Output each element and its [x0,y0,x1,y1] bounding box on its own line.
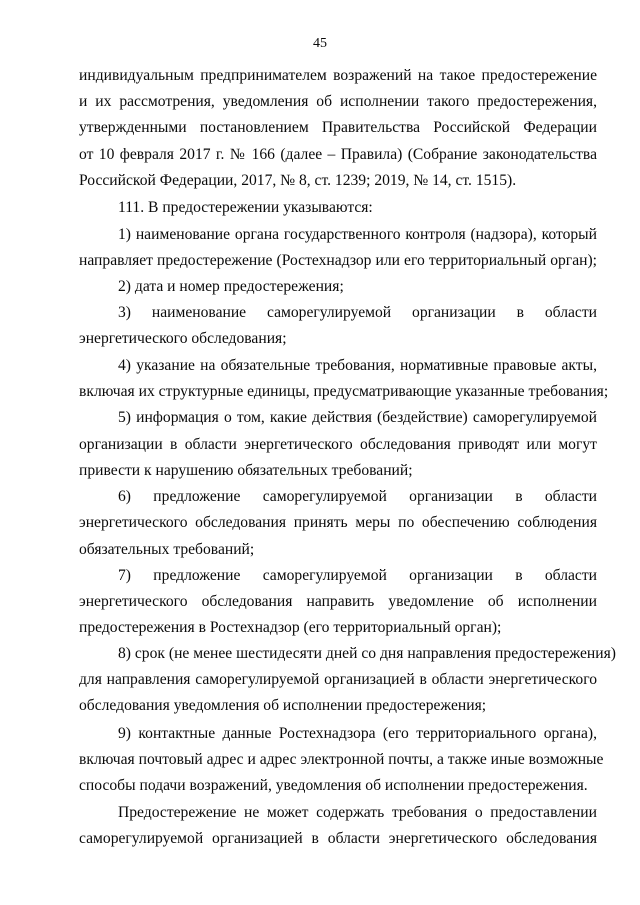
text-line: 4) указание на обязательные требования, нормативные правовые акты, [118,357,597,374]
text-line: способы подачи возражений, уведомления об исполнении предостережения. [79,777,588,794]
text-line: привести к нарушению обязательных требований; [79,462,413,479]
text-line: для направления саморегулируемой организацией в области энергетического [79,671,597,688]
text-line: утвержденными постановлением Правительства Российской Федерации [79,119,597,136]
text-line: индивидуальным предпринимателем возражений на такое предостережение [79,67,597,84]
text-line: Российской Федерации, 2017, № 8, ст. 1239; 2019, № 14, ст. 1515). [79,172,517,189]
text-line: энергетического обследования принять меры по обеспечению соблюдения [79,514,597,531]
text-line: саморегулируемой организацией в области энергетического обследования [79,830,597,847]
text-line: предостережения в Ростехнадзор (его территориальный орган); [79,619,502,636]
text-line: направляет предостережение (Ростехнадзор или его территориальный орган); [79,252,597,269]
text-line: 2) дата и номер предостережения; [118,278,344,295]
text-line: и их рассмотрения, уведомления об исполнении такого предостережения, [79,93,597,110]
text-line: 6) предложение саморегулируемой организации в области [118,488,597,505]
text-line: от 10 февраля 2017 г. № 166 (далее – Правила) (Собрание законодательства [79,146,597,163]
text-line: обязательных требований; [79,541,255,558]
text-line: включая почтовый адрес и адрес электронной почты, а также иные возможные [79,751,604,768]
text-line: 8) срок (не менее шестидесяти дней со дня направления предостережения) [118,645,616,662]
text-line: 5) информация о том, какие действия (бездействие) саморегулируемой [118,409,597,426]
text-line: организации в области энергетического обследования приводят или могут [79,436,597,453]
page-number: 45 [313,36,327,51]
section-heading: 111. В предостережении указываются: [118,199,373,216]
text-line: включая их структурные единицы, предусматривающие указанные требования; [79,383,609,400]
text-line: обследования уведомления об исполнении предостережения; [79,697,487,714]
text-line: Предостережение не может содержать требования о предоставлении [118,804,597,821]
text-line: 3) наименование саморегулируемой организации в области [118,304,597,321]
text-line: 1) наименование органа государственного контроля (надзора), который [118,226,597,243]
text-line: 9) контактные данные Ростехнадзора (его территориального органа), [118,725,597,742]
text-line: энергетического обследования; [79,330,287,347]
text-line: энергетического обследования направить уведомление об исполнении [79,593,597,610]
text-line: 7) предложение саморегулируемой организации в области [118,567,597,584]
